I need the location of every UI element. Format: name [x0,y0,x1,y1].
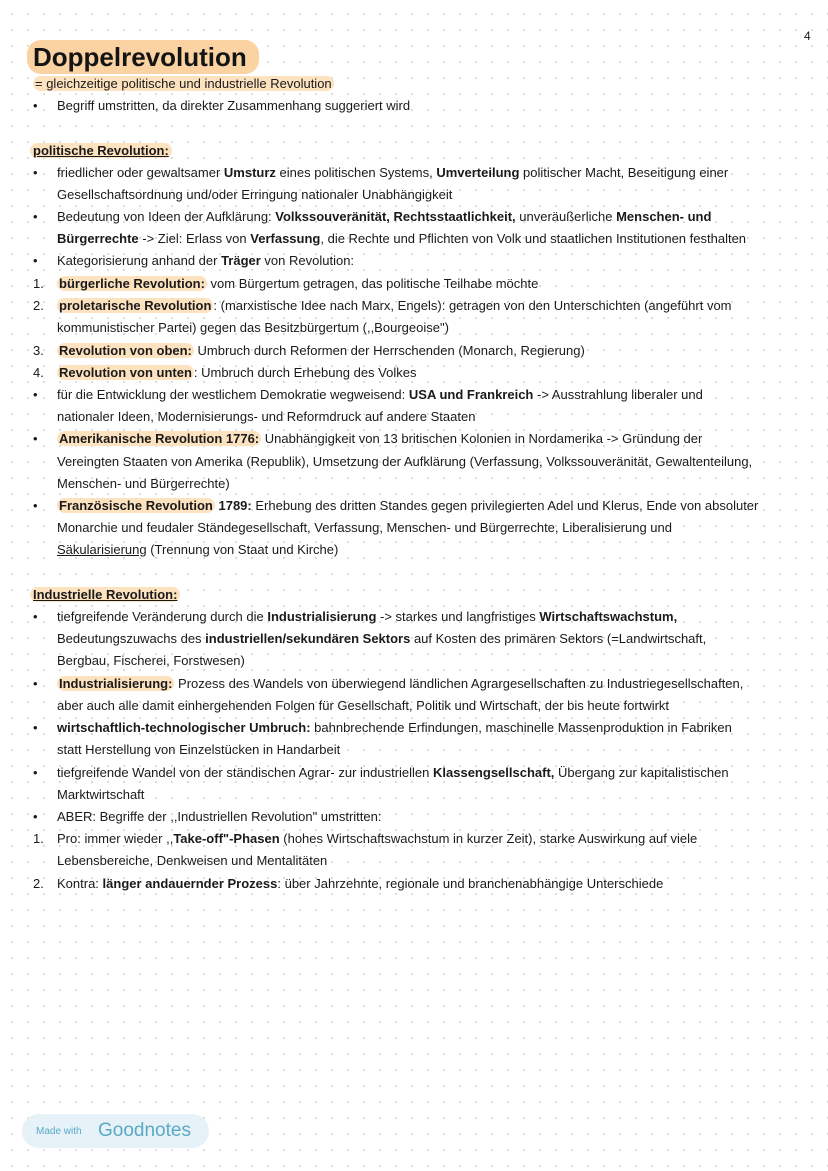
political-bullet-1-line-2: Gesellschaftsordnung und/oder Erringung nationaler Unabhängigkeit [57,187,453,202]
political-item-1: bürgerliche Revolution: vom Bürgertum getragen, das politische Teilhabe möchte [59,276,539,291]
page-title-wrap [27,40,259,74]
bullet-marker: • [33,676,38,691]
badge-made-with: Made with [36,1126,82,1137]
political-item-2: proletarische Revolution : (marxistische Idee nach Marx, Engels): getragen von den Unterschichten (angeführt vom [59,298,732,313]
industrial-bullet-3-line-2: statt Herstellung von Einzelstücken in Handarbeit [57,742,341,757]
political-bullet-4-line-2: nationaler Ideen, Modernisierungs- und Reformdruck auf andere Staaten [57,409,476,424]
bullet-marker: • [33,253,38,268]
bullet-marker: • [33,165,38,180]
industrial-bullet-4: tiefgreifende Wandel von der ständischen Agrar- zur industriellen Klassengsellschaft, Übergang zur kapitalistischen [57,765,729,780]
page-number: 4 [804,29,811,43]
political-bullet-5-line-3: Menschen- und Bürgerrechte) [57,476,230,491]
political-bullet-2-line-2: Bürgerrechte -> Ziel: Erlass von Verfassung, die Rechte und Pflichten von Volk und staatlichen Institutionen festhalten [57,231,747,246]
political-item-3: Revolution von oben: Umbruch durch Reformen der Herrschenden (Monarch, Regierung) [59,343,585,358]
industrial-bullet-2: Industrialisierung: Prozess des Wandels von überwiegend ländlichen Agrargesellschaften zu Industriegesellschaften, [59,676,744,691]
industrial-item-2: Kontra: länger andauernder Prozess: über Jahrzehnte, regionale und branchenabhängige Unterschiede [57,876,664,891]
badge-goodnotes-logo: Goodnotes [98,1120,191,1141]
political-bullet-6-line-2: Monarchie und feudaler Ständegesellschaft, Verfassung, Menschen- und Bürgerrechte, Liberalisierung und [57,520,672,535]
political-bullet-4: für die Entwicklung der westlichem Demokratie wegweisend: USA und Frankreich -> Ausstrahlung liberaler und [57,387,703,402]
list-number: 1. [33,276,44,291]
bullet-marker: • [33,431,38,446]
list-number: 2. [33,298,44,313]
bullet-marker: • [33,809,38,824]
section-heading-political: politische Revolution: [30,142,172,160]
industrial-bullet-1-line-2: Bedeutungszuwachs des industriellen/sekundären Sektors auf Kosten des primären Sektors (=Landwirtschaft, [57,631,707,646]
political-bullet-5: Amerikanische Revolution 1776: Unabhängigkeit von 13 britischen Kolonien in Nordamerika -> Gründung der [59,431,703,446]
industrial-bullet-1-line-3: Bergbau, Fischerei, Forstwesen) [57,653,245,668]
definition [33,75,334,93]
list-number: 3. [33,343,44,358]
industrial-bullet-1: tiefgreifende Veränderung durch die Industrialisierung -> starkes und langfristiges Wirtschaftswachstum, [57,609,678,624]
political-bullet-6-line-3: Säkularisierung (Trennung von Staat und Kirche) [57,542,339,557]
intro-bullet: Begriff umstritten, da direkter Zusammenhang suggeriert wird [57,98,411,113]
bullet-marker: • [33,98,38,113]
bullet-marker: • [33,387,38,402]
industrial-bullet-5: ABER: Begriffe der ,,Industriellen Revolution" umstritten: [57,809,382,824]
industrial-bullet-2-line-2: aber auch alle damit einhergehenden Folgen für Gesellschaft, Politik und Wirtschaft, der bis heute fortwirkt [57,698,670,713]
political-bullet-6: Französische Revolution 1789: Erhebung des dritten Standes gegen privilegierten Adel und Klerus, Ende von absoluter [59,498,759,513]
definition-text: = gleichzeitige politische und industrielle Revolution [35,76,332,91]
bullet-marker: • [33,498,38,513]
industrial-bullet-3: wirtschaftlich-technologischer Umbruch: bahnbrechende Erfindungen, maschinelle Massenproduktion in Fabriken [57,720,732,735]
made-with-goodnotes-badge[interactable] [22,1114,209,1148]
bullet-marker: • [33,209,38,224]
political-bullet-2: Bedeutung von Ideen der Aufklärung: Volkssouveränität, Rechtsstaatlichkeit, unveräußerliche Menschen- und [57,209,712,224]
political-item-2-line-2: kommunistischer Partei) gegen das Besitzbürgertum (,,Bourgeoise") [57,320,449,335]
political-bullet-5-line-2: Vereingten Staaten von Amerika (Republik), Umsetzung der Aufklärung (Verfassung, Volkssouveränität, Gewaltenteilung, [57,454,753,469]
list-number: 1. [33,831,44,846]
bullet-marker: • [33,609,38,624]
political-bullet-1: friedlicher oder gewaltsamer Umsturz eines politischen Systems, Umverteilung politischer Macht, Beseitigung einer [57,165,729,180]
list-number: 2. [33,876,44,891]
political-item-4: Revolution von unten : Umbruch durch Erhebung des Volkes [59,365,417,380]
industrial-item-1: Pro: immer wieder ,,Take-off"-Phasen (hohes Wirtschaftswachstum in kurzer Zeit), starke Auswirkung auf viele [57,831,698,846]
industrial-item-1-line-2: Lebensbereiche, Denkweisen und Mentalitäten [57,853,328,868]
list-number: 4. [33,365,44,380]
political-bullet-3: Kategorisierung anhand der Träger von Revolution: [57,253,355,268]
industrial-bullet-4-line-2: Marktwirtschaft [57,787,145,802]
page-title: Doppelrevolution [27,40,259,74]
bullet-marker: • [33,720,38,735]
section-heading-industrial: Industrielle Revolution: [30,586,180,604]
bullet-marker: • [33,765,38,780]
